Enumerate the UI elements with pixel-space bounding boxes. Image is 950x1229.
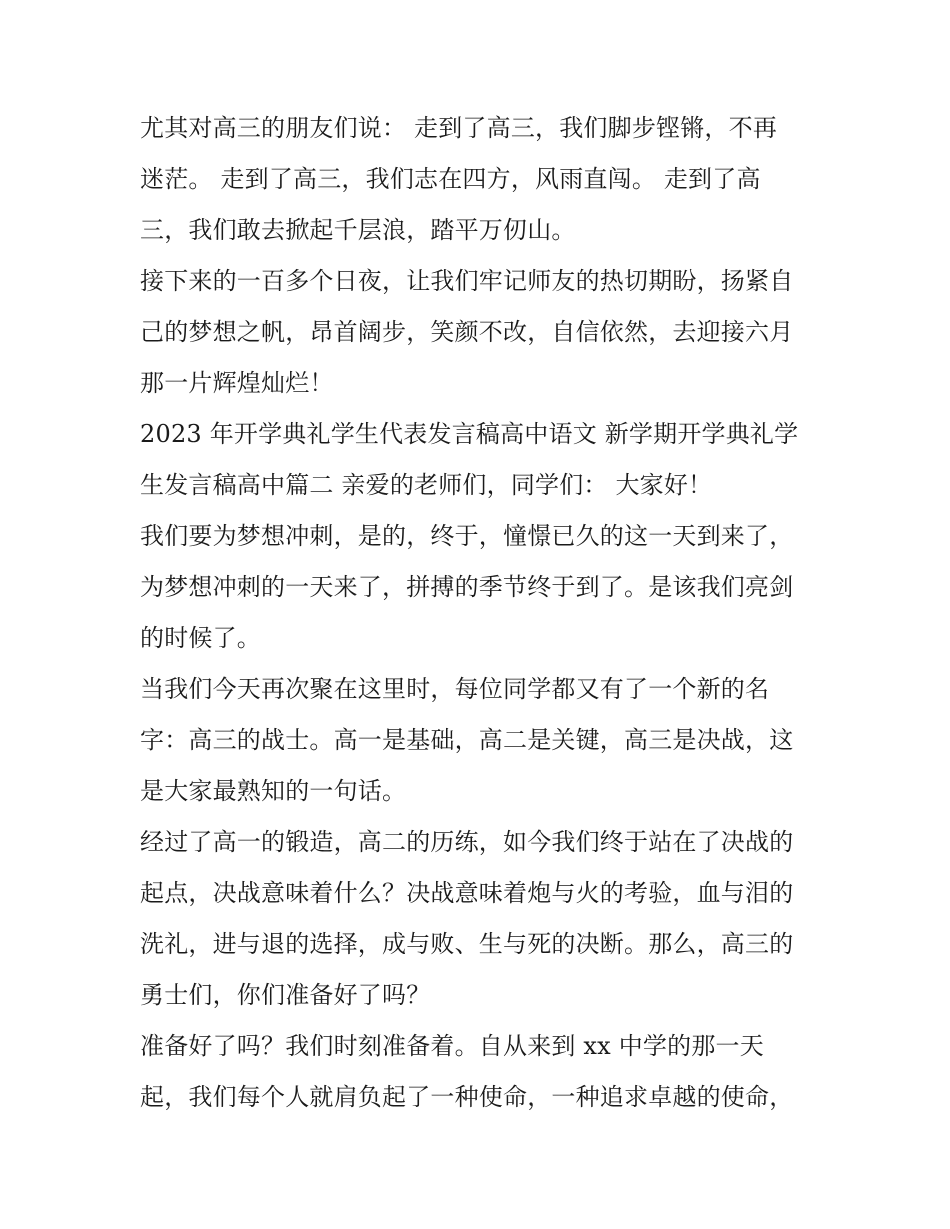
text-line: 起，我们每个人就肩负起了一种使命，一种追求卓越的使命， (140, 1083, 794, 1111)
text-line: 己的梦想之帆，昂首阔步，笑颜不改，自信依然，去迎接六月 (140, 318, 794, 346)
paragraph (140, 1021, 820, 1123)
text-line: 是大家最熟知的一句话。 (140, 777, 407, 805)
paragraph (140, 664, 820, 817)
text-line: 2023 年开学典礼学生代表发言稿高中语文 新学期开学典礼学 (140, 420, 799, 448)
text-line: 三，我们敢去掀起千层浪，踏平万仞山。 (140, 216, 576, 244)
text-line: 我们要为梦想冲刺，是的，终于，憧憬已久的这一天到来了， (140, 522, 794, 550)
text-line: 的时候了。 (140, 624, 261, 652)
text-line: 为梦想冲刺的一天来了，拼搏的季节终于到了。是该我们亮剑 (140, 573, 794, 601)
text-line: 尤其对高三的朋友们说： 走到了高三，我们脚步铿锵，不再 (140, 114, 778, 142)
text-line: 迷茫。 走到了高三，我们志在四方，风雨直闯。 走到了高 (140, 165, 761, 193)
document-body (140, 103, 820, 1123)
text-line: 当我们今天再次聚在这里时，每位同学都又有了一个新的名 (140, 675, 770, 703)
paragraph (140, 817, 820, 1021)
text-line: 生发言稿高中篇二 亲爱的老师们，同学们： 大家好！ (140, 471, 713, 499)
text-line: 起点，决战意味着什么？决战意味着炮与火的考验，血与泪的 (140, 879, 794, 907)
text-line: 准备好了吗？我们时刻准备着。自从来到 xx 中学的那一天 (140, 1032, 764, 1060)
text-line: 接下来的一百多个日夜，让我们牢记师友的热切期盼，扬紧自 (140, 267, 794, 295)
paragraph-heading (140, 409, 820, 511)
text-line: 那一片辉煌灿烂！ (140, 369, 334, 397)
paragraph (140, 256, 820, 409)
text-line: 洗礼，进与退的选择，成与败、生与死的决断。那么，高三的 (140, 930, 794, 958)
paragraph (140, 511, 820, 664)
paragraph (140, 103, 820, 256)
text-line: 勇士们，你们准备好了吗？ (140, 981, 431, 1009)
text-line: 经过了高一的锻造，高二的历练，如今我们终于站在了决战的 (140, 828, 794, 856)
text-line: 字：高三的战士。高一是基础，高二是关键，高三是决战，这 (140, 726, 794, 754)
